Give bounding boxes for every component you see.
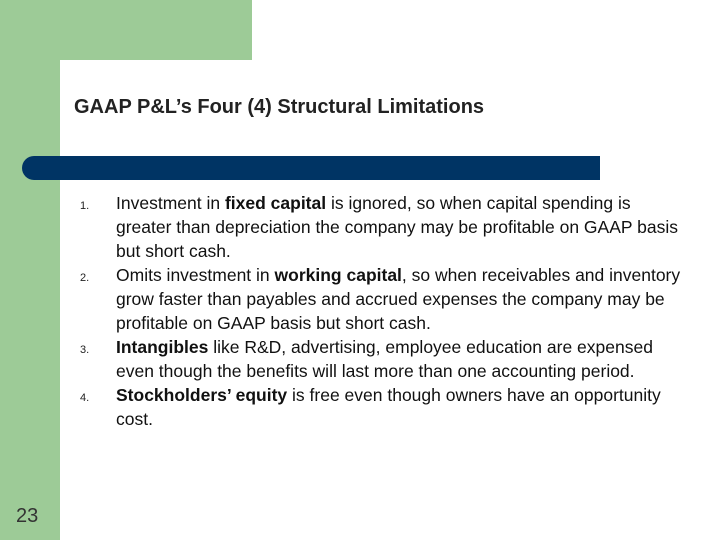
list-item [80,383,700,431]
item-number: 3. [80,344,90,356]
item-text [116,335,686,383]
title-divider-bar [22,156,600,180]
item-text-post: is ignored, so when capital spending is greater than depreciation the company may be profitable on GAAP basis but short cash. [116,193,678,261]
limitations-list [80,191,700,431]
slide-number: 23 [16,505,39,527]
item-number: 4. [80,392,90,404]
item-text-bold: working capital [274,265,402,285]
item-text-pre: Omits investment in [116,265,275,285]
item-text-bold: fixed capital [224,193,327,213]
item-text-post: like R&D, advertising, employee education are expensed even though the benefits will last more than one accounting period. [116,337,653,381]
item-text-post: is free even though owners have an opportunity cost. [116,385,661,429]
list-item [80,335,700,383]
item-number: 2. [80,272,90,284]
item-text-post: , so when receivables and inventory grow faster than payables and accrued expenses the company may be profitable on GAAP basis but short cash. [116,265,681,333]
item-text [116,263,686,335]
item-text [116,383,686,431]
item-text [116,191,686,263]
green-top-band [0,0,252,60]
item-text-bold: Intangibles [116,337,209,357]
green-side-band [0,0,60,540]
item-text-bold: Stockholders’ equity [116,385,288,405]
list-item [80,263,700,335]
list-item [80,191,700,263]
slide-title: GAAP P&L’s Four (4) Structural Limitations [74,96,485,118]
item-number: 1. [80,200,90,212]
item-text-pre: Investment in [116,193,225,213]
